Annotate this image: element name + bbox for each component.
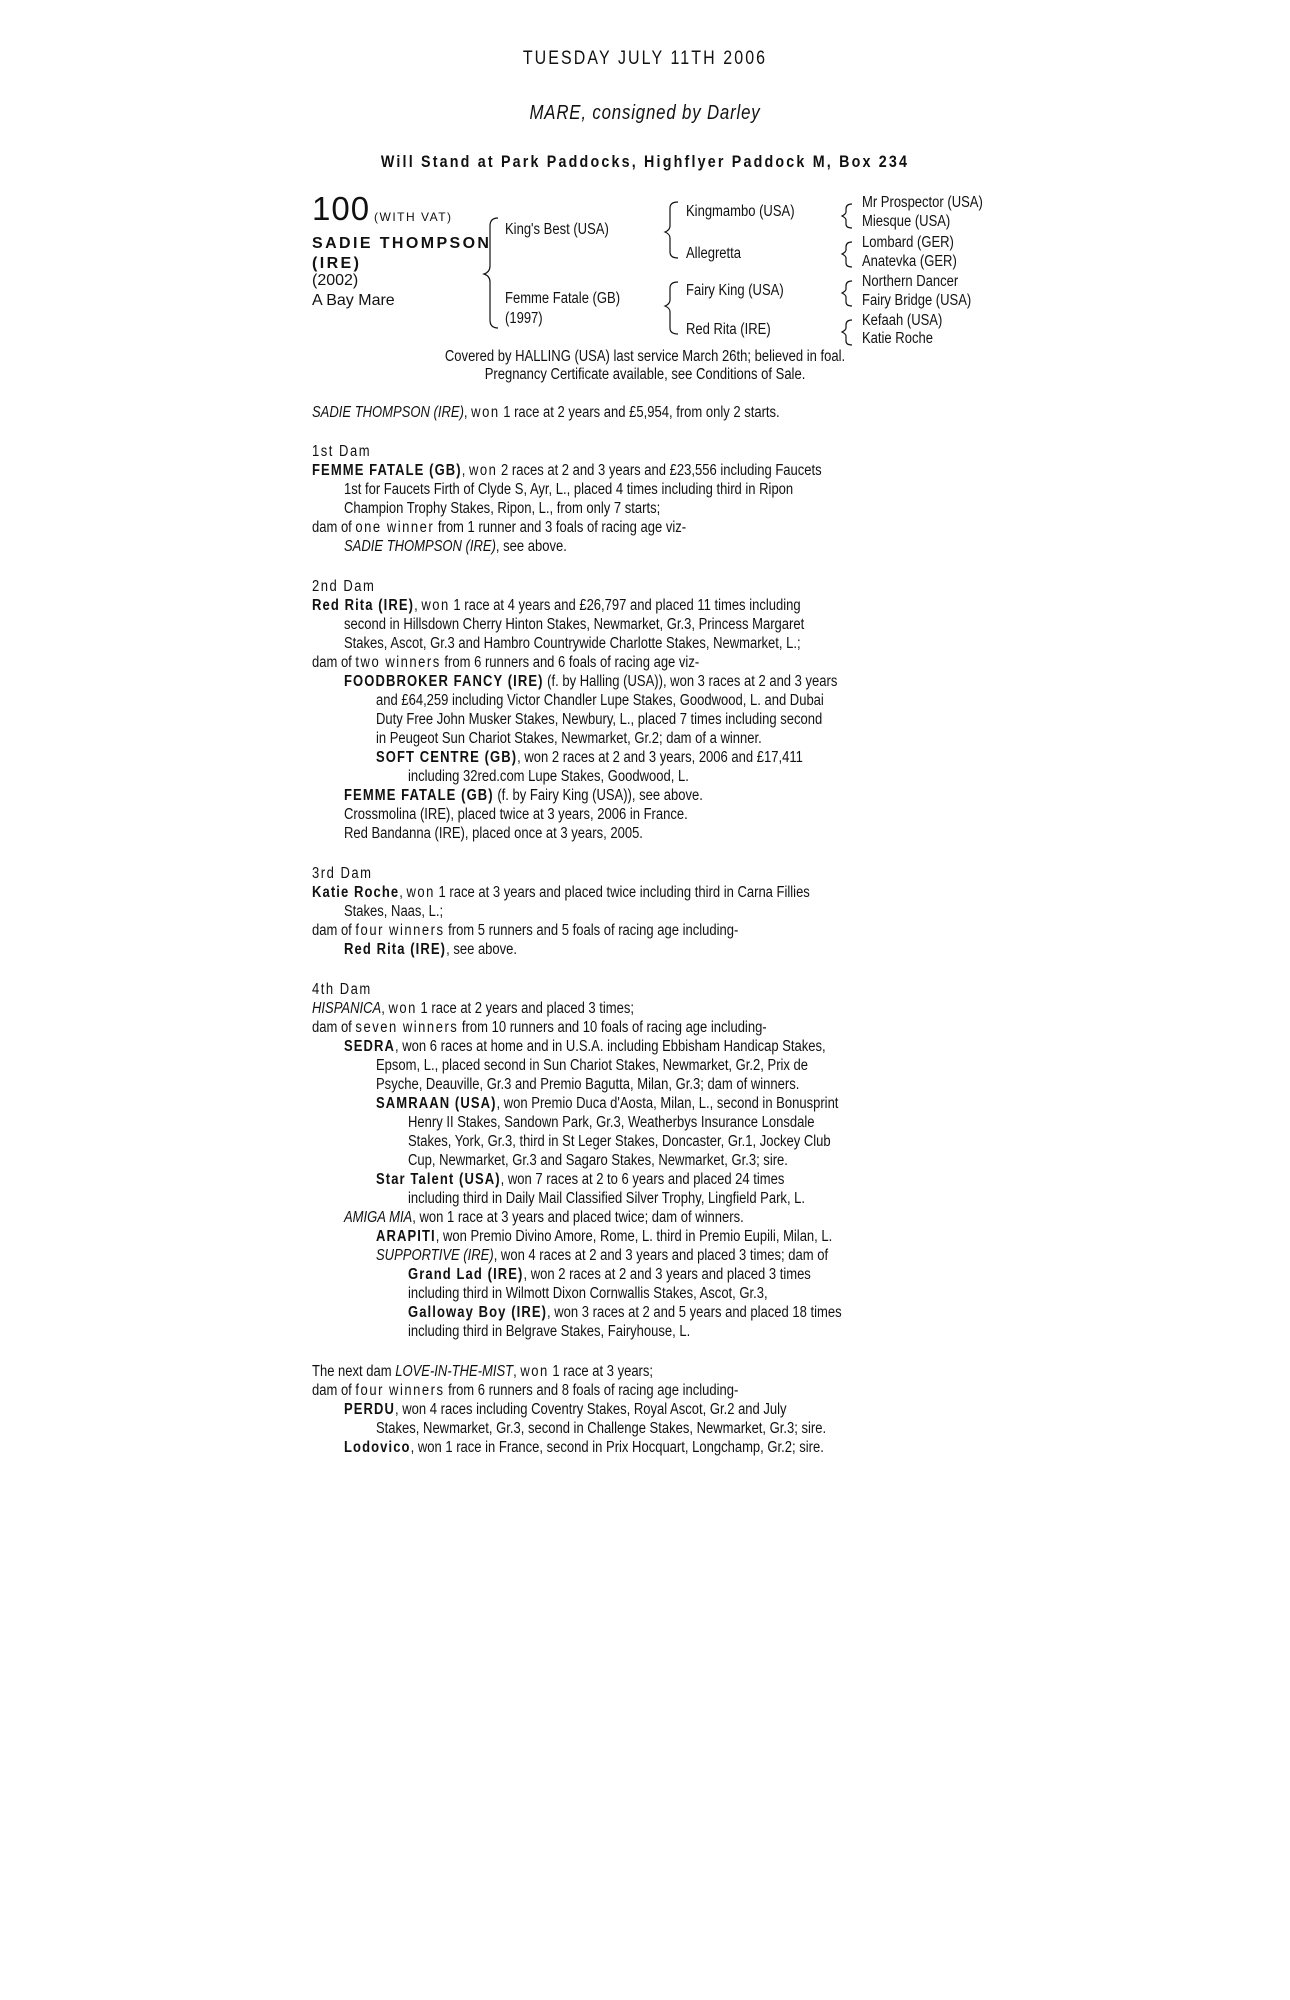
fourth-dam-line9: Cup, Newmarket, Gr.3 and Sagaro Stakes, Newmarket, Gr.3; sire. — [408, 1152, 788, 1169]
sep: , — [461, 462, 469, 479]
horse-name-line1: SADIE THOMPSON — [312, 235, 492, 252]
third-dam-line2: Stakes, Naas, L.; — [344, 903, 444, 920]
next-dam-line3 — [344, 1400, 787, 1419]
next-dam-line4: Stakes, Newmarket, Gr.3, second in Challenge Stakes, Newmarket, Gr.3; sire. — [376, 1420, 827, 1437]
second-dam-line4 — [312, 653, 699, 672]
pedigree-g4: Anatevka (GER) — [862, 253, 957, 270]
won: won — [421, 597, 450, 614]
winners-count: seven winners — [355, 1019, 459, 1036]
pedigree-dam: Femme Fatale (GB) — [505, 290, 621, 307]
first-dam-line2: 1st for Faucets Firth of Clyde S, Ayr, L., placed 4 times including third in Ripon — [344, 481, 794, 498]
pregnancy-line: Pregnancy Certificate available, see Conditions of Sale. — [484, 366, 806, 383]
text: The next dam — [312, 1363, 396, 1380]
first-dam-line3: Champion Trophy Stakes, Ripon, L., from only 7 starts; — [344, 500, 661, 517]
next-dam-line5 — [344, 1438, 824, 1457]
won: won — [468, 462, 498, 479]
pedigree-g5: Northern Dancer — [862, 273, 959, 290]
won: won — [406, 884, 435, 901]
first-dam-heading: 1st Dam — [312, 443, 372, 460]
first-dam-line4 — [312, 518, 686, 537]
fourth-dam-line17 — [408, 1303, 842, 1322]
next-dam-line1 — [312, 1362, 653, 1381]
third-dam-name: Katie Roche — [312, 884, 400, 901]
third-dam-line4 — [344, 940, 517, 959]
text: (f. by Fairy King (USA)), see above. — [493, 787, 703, 804]
fourth-dam-line3 — [344, 1037, 826, 1056]
pedigree-dam-dam: Red Rita (IRE) — [686, 321, 771, 338]
third-dam-line3 — [312, 921, 738, 940]
fourth-dam-line8: Stakes, York, Gr.3, third in St Leger Stakes, Doncaster, Gr.1, Jockey Club — [408, 1133, 831, 1150]
rest: 1 race at 2 years and placed 3 times; — [416, 1000, 635, 1017]
second-dam-line13: Red Bandanna (IRE), placed once at 3 years, 2005. — [344, 825, 643, 842]
fourth-dam-name: HISPANICA — [312, 1000, 382, 1017]
progeny-name: SAMRAAN (USA) — [376, 1095, 497, 1112]
progeny-name: Star Talent (USA) — [376, 1171, 501, 1188]
progeny-name: Galloway Boy (IRE) — [408, 1304, 548, 1321]
text: , see above. — [446, 941, 518, 958]
rest: 2 races at 2 and 3 years and £23,556 including Faucets — [497, 462, 822, 479]
summary-horse-name: SADIE THOMPSON (IRE) — [312, 404, 464, 421]
consignment-line: MARE, consigned by Darley — [529, 102, 761, 124]
fourth-dam-heading: 4th Dam — [312, 981, 372, 998]
sep: , — [381, 1000, 389, 1017]
text: , won Premio Duca d'Aosta, Milan, L., second in Bonusprint — [496, 1095, 839, 1112]
second-dam-line8: in Peugeot Sun Chariot Stakes, Newmarket, Gr.2; dam of a winner. — [376, 730, 762, 747]
second-dam-line1 — [312, 596, 801, 615]
fourth-dam-line5: Psyche, Deauville, Gr.3 and Premio Bagutta, Milan, Gr.3; dam of winners. — [376, 1076, 800, 1093]
text: , won 7 races at 2 to 6 years and placed 24 times — [500, 1171, 785, 1188]
lot-number: 100 — [312, 190, 371, 227]
fourth-dam-line4: Epsom, L., placed second in Sun Chariot Stakes, Newmarket, Gr.2, Prix de — [376, 1057, 809, 1074]
fourth-dam-line1 — [312, 999, 634, 1018]
text: , won 4 races at 2 and 3 years and placed 3 times; dam of — [493, 1247, 829, 1264]
pedigree-g7: Kefaah (USA) — [862, 312, 943, 329]
text: from 6 runners and 6 foals of racing age viz- — [440, 654, 700, 671]
summary-won: won — [471, 404, 500, 421]
text: from 5 runners and 5 foals of racing age including- — [444, 922, 739, 939]
fourth-dam-line7: Henry II Stakes, Sandown Park, Gr.3, Weatherbys Insurance Lonsdale — [408, 1114, 815, 1131]
progeny-name: SUPPORTIVE (IRE) — [376, 1247, 494, 1264]
pedigree-scaled — [0, 0, 1290, 400]
foaling-year: (2002) — [312, 272, 359, 289]
winners-count: four winners — [355, 1382, 445, 1399]
progeny-name: SEDRA — [344, 1038, 396, 1055]
pedigree-g1: Mr Prospector (USA) — [862, 194, 983, 211]
pedigree-sire-sire: Kingmambo (USA) — [686, 203, 795, 220]
second-dam-line9 — [376, 748, 803, 767]
second-dam-line10: including 32red.com Lupe Stakes, Goodwood, L. — [408, 768, 689, 785]
progeny-name: Lodovico — [344, 1439, 411, 1456]
third-dam-line1 — [312, 883, 810, 902]
second-dam-line5 — [344, 672, 837, 691]
text: , see above. — [495, 538, 567, 555]
sale-date: TUESDAY JULY 11TH 2006 — [522, 48, 768, 69]
text: , won Premio Divino Amore, Rome, L. third in Premio Eupili, Milan, L. — [435, 1228, 833, 1245]
progeny-name: Red Rita (IRE) — [344, 941, 447, 958]
first-dam-name: FEMME FATALE (GB) — [312, 462, 462, 479]
text: , won 1 race at 3 years and placed twice; dam of winners. — [412, 1209, 744, 1226]
pedigree-g8: Katie Roche — [862, 330, 933, 347]
sep: , — [513, 1363, 521, 1380]
summary-rest: 1 race at 2 years and £5,954, from only 2 starts. — [499, 404, 780, 421]
progeny-name: PERDU — [344, 1401, 396, 1418]
covered-line: Covered by HALLING (USA) last service March 26th; believed in foal. — [444, 348, 846, 365]
progeny-name: FOODBROKER FANCY (IRE) — [344, 673, 544, 690]
sep: , — [399, 884, 407, 901]
progeny-name: AMIGA MIA — [344, 1209, 413, 1226]
rest: 1 race at 3 years; — [548, 1363, 654, 1380]
fourth-dam-line18: including third in Belgrave Stakes, Fairyhouse, L. — [408, 1323, 691, 1340]
stand-location: Will Stand at Park Paddocks, Highflyer Paddock M, Box 234 — [380, 152, 910, 171]
winners-count: four winners — [355, 922, 445, 939]
pedigree-dam-year: (1997) — [505, 310, 543, 327]
text: from 1 runner and 3 foals of racing age viz- — [434, 519, 687, 536]
first-dam-line5 — [344, 537, 567, 556]
fourth-dam-line2 — [312, 1018, 767, 1037]
fourth-dam-line16: including third in Wilmott Dixon Cornwallis Stakes, Ascot, Gr.3, — [408, 1285, 768, 1302]
progeny-name: FEMME FATALE (GB) — [344, 787, 494, 804]
pedigree-dam-sire: Fairy King (USA) — [686, 282, 784, 299]
second-dam-line6: and £64,259 including Victor Chandler Lupe Stakes, Goodwood, L. and Dubai — [376, 692, 824, 709]
next-dam-name: LOVE-IN-THE-MIST — [395, 1363, 514, 1380]
summary-line — [312, 403, 780, 422]
second-dam-line12: Crossmolina (IRE), placed twice at 3 years, 2006 in France. — [344, 806, 688, 823]
second-dam-line2: second in Hillsdown Cherry Hinton Stakes, Newmarket, Gr.3, Princess Margaret — [344, 616, 805, 633]
pedigree-g3: Lombard (GER) — [862, 234, 954, 251]
text: (f. by Halling (USA)), won 3 races at 2 and 3 years — [543, 673, 838, 690]
text: from 6 runners and 8 foals of racing age including- — [444, 1382, 739, 1399]
text: dam of — [312, 519, 356, 536]
progeny-name: Grand Lad (IRE) — [408, 1266, 524, 1283]
text: , won 2 races at 2 and 3 years and placed 3 times — [523, 1266, 811, 1283]
pedigree-sire: King's Best (USA) — [505, 221, 609, 238]
second-dam-line3: Stakes, Ascot, Gr.3 and Hambro Countrywide Charlotte Stakes, Newmarket, L.; — [344, 635, 801, 652]
won: won — [520, 1363, 549, 1380]
text: , won 2 races at 2 and 3 years, 2006 and £17,411 — [517, 749, 803, 766]
text: dam of — [312, 1019, 356, 1036]
winners-count: two winners — [355, 654, 441, 671]
fourth-dam-line12 — [344, 1208, 744, 1227]
fourth-dam-line6 — [376, 1094, 838, 1113]
fourth-dam-line15 — [408, 1265, 811, 1284]
fourth-dam-line14 — [376, 1246, 828, 1265]
progeny-name: SADIE THOMPSON (IRE) — [344, 538, 496, 555]
fourth-dam-line11: including third in Daily Mail Classified Silver Trophy, Lingfield Park, L. — [408, 1190, 806, 1207]
vat-note: (WITH VAT) — [374, 210, 453, 224]
next-dam-line2 — [312, 1381, 738, 1400]
third-dam-heading: 3rd Dam — [312, 865, 373, 882]
summary-sep: , — [463, 404, 472, 421]
progeny-name: SOFT CENTRE (GB) — [376, 749, 518, 766]
text: , won 3 races at 2 and 5 years and placed 18 times — [547, 1304, 842, 1321]
second-dam-heading: 2nd Dam — [312, 578, 376, 595]
fourth-dam-line13 — [376, 1227, 832, 1246]
sep: , — [414, 597, 422, 614]
second-dam-line7: Duty Free John Musker Stakes, Newbury, L., placed 7 times including second — [376, 711, 823, 728]
text: dam of — [312, 654, 356, 671]
second-dam-name: Red Rita (IRE) — [312, 597, 415, 614]
winners-count: one winner — [355, 519, 435, 536]
progeny-name: ARAPITI — [376, 1228, 436, 1245]
horse-name-line2: (IRE) — [312, 255, 362, 272]
text: , won 4 races including Coventry Stakes, Royal Ascot, Gr.2 and July — [395, 1401, 787, 1418]
horse-description: A Bay Mare — [312, 292, 395, 309]
text: from 10 runners and 10 foals of racing age including- — [458, 1019, 767, 1036]
text: dam of — [312, 922, 356, 939]
pedigree-g2: Miesque (USA) — [862, 213, 951, 230]
rest: 1 race at 4 years and £26,797 and placed 11 times including — [449, 597, 801, 614]
fourth-dam-line10 — [376, 1170, 784, 1189]
text: , won 1 race in France, second in Prix Hocquart, Longchamp, Gr.2; sire. — [410, 1439, 824, 1456]
second-dam-line11 — [344, 786, 703, 805]
text: dam of — [312, 1382, 356, 1399]
first-dam-line1 — [312, 461, 822, 480]
text: , won 6 races at home and in U.S.A. including Ebbisham Handicap Stakes, — [395, 1038, 826, 1055]
won: won — [388, 1000, 417, 1017]
rest: 1 race at 3 years and placed twice including third in Carna Fillies — [434, 884, 810, 901]
pedigree-sire-dam: Allegretta — [686, 245, 742, 262]
pedigree-g6: Fairy Bridge (USA) — [862, 292, 972, 309]
